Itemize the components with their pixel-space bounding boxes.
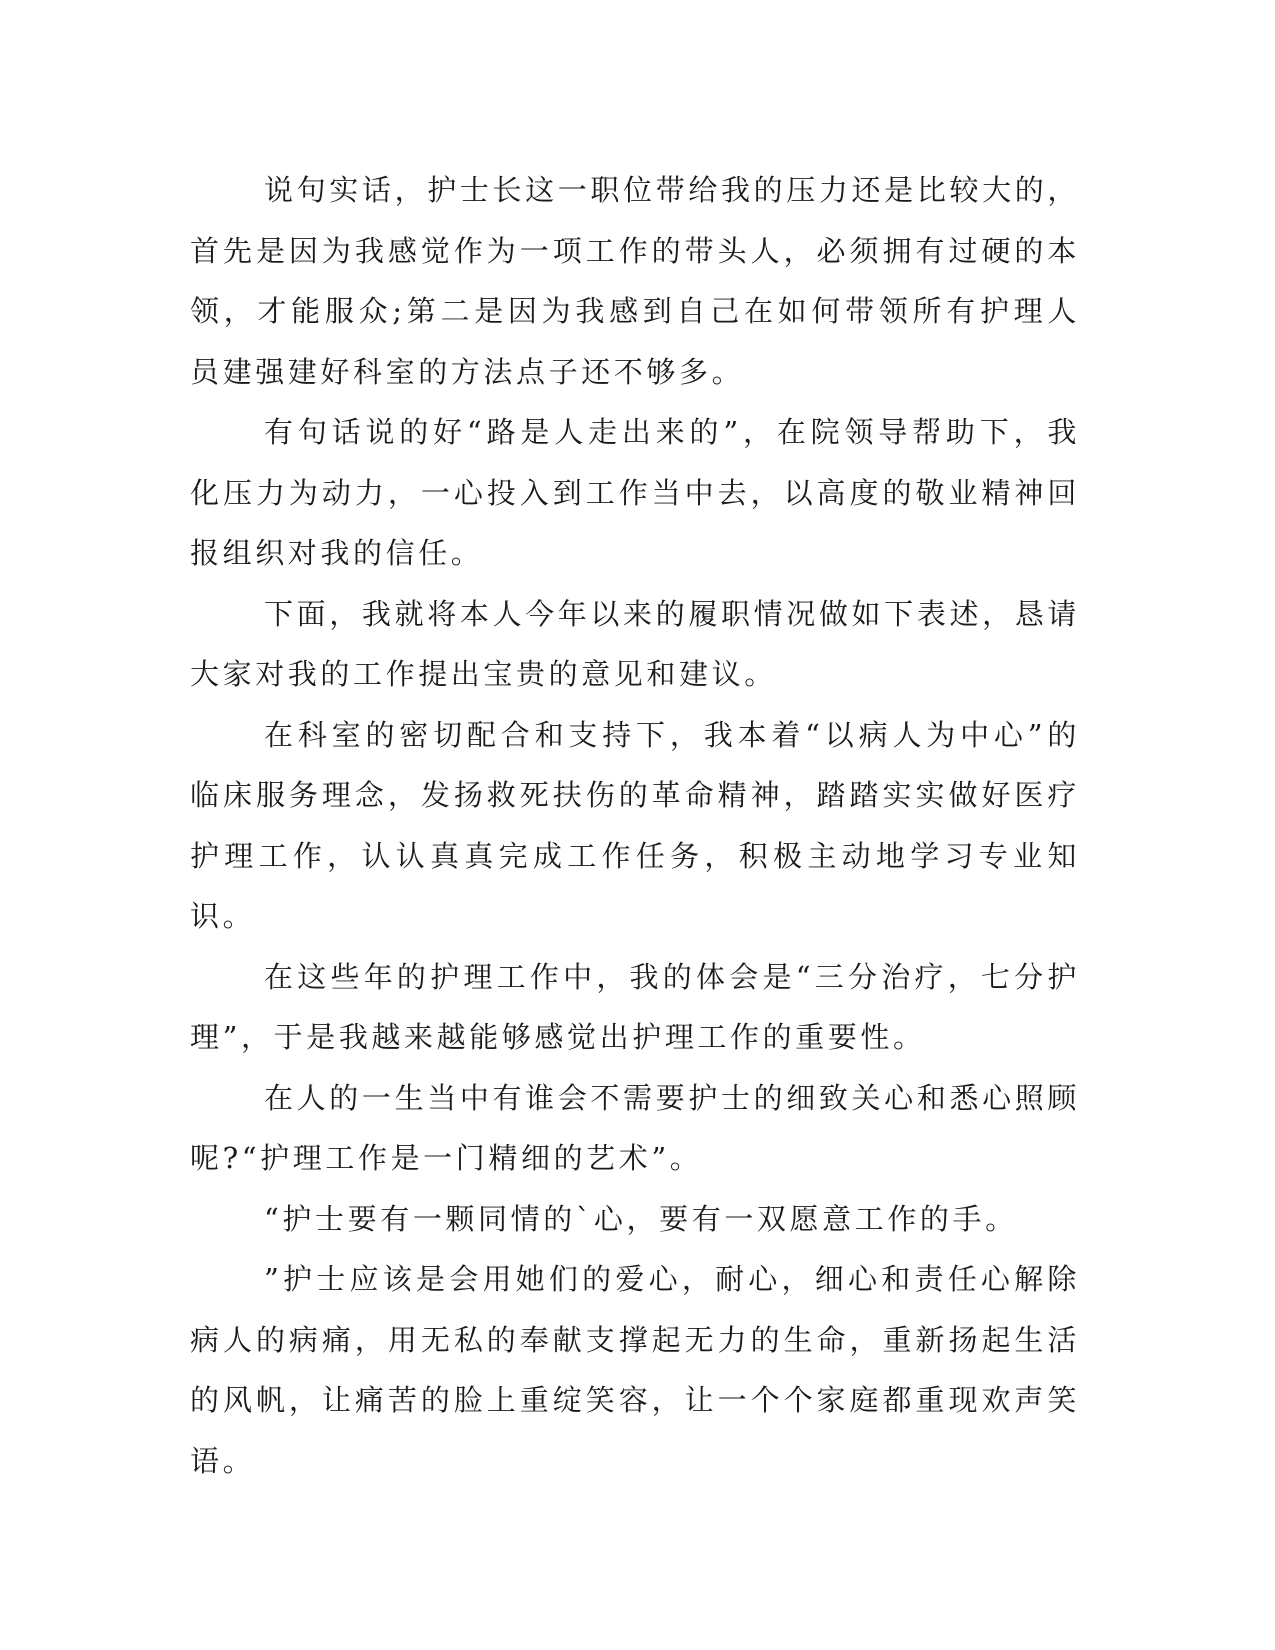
paragraph-4: 在科室的密切配合和支持下，我本着“以病人为中心”的临床服务理念，发扬救死扶伤的革命精神，踏踏实实做好医疗护理工作，认认真真完成工作任务，积极主动地学习专业知识。	[190, 717, 1080, 933]
paragraph-7: “护士要有一颗同情的`心，要有一双愿意工作的手。	[264, 1201, 1018, 1236]
paragraph-3: 下面，我就将本人今年以来的履职情况做如下表述，恳请大家对我的工作提出宝贵的意见和建议。	[190, 596, 1080, 691]
paragraph-8: ”护士应该是会用她们的爱心，耐心，细心和责任心解除病人的病痛，用无私的奉献支撑起无力的生命，重新扬起生活的风帆，让痛苦的脸上重绽笑容，让一个个家庭都重现欢声笑语。	[190, 1262, 1080, 1478]
document-body	[190, 160, 1080, 1491]
paragraph-1: 说句实话，护士长这一职位带给我的压力还是比较大的，首先是因为我感觉作为一项工作的带头人，必须拥有过硬的本领，才能服众;第二是因为我感到自己在如何带领所有护理人员建强建好科室的方法点子还不够多。	[190, 173, 1080, 389]
paragraph-5: 在这些年的护理工作中，我的体会是“三分治疗，七分护理”，于是我越来越能够感觉出护理工作的重要性。	[190, 959, 1080, 1054]
paragraph-2: 有句话说的好“路是人走出来的”，在院领导帮助下，我化压力为动力，一心投入到工作当中去，以高度的敬业精神回报组织对我的信任。	[190, 415, 1080, 570]
paragraph-6: 在人的一生当中有谁会不需要护士的细致关心和悉心照顾呢?“护理工作是一门精细的艺术”。	[190, 1080, 1080, 1175]
